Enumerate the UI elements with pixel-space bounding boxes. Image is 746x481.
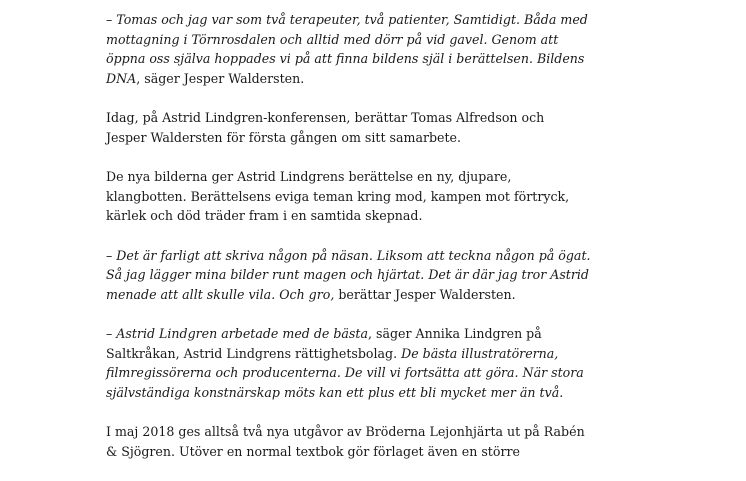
italic-text: De bästa illustratörerna, xyxy=(401,345,559,361)
italic-text: öppna oss själva hoppades vi på att finna bildens själ i berättelsen. Bildens xyxy=(106,51,585,66)
text-line xyxy=(106,128,726,148)
text-line xyxy=(106,10,726,30)
text-line xyxy=(106,363,726,383)
paragraph xyxy=(106,10,726,88)
text: kärlek och död träder fram i en samtida skepnad. xyxy=(106,208,423,223)
italic-text: – Astrid Lindgren arbetade med de bästa xyxy=(106,326,368,341)
text-line xyxy=(106,206,726,226)
italic-text: – Tomas och jag var som två terapeuter, två patienter, Samtidigt. Båda med xyxy=(106,12,588,27)
document-page xyxy=(106,10,726,481)
text: Idag, på Astrid Lindgren-konferensen, berättar Tomas Alfredson och xyxy=(106,110,545,125)
text: Jesper Waldersten för första gången om sitt samarbete. xyxy=(106,129,462,145)
text: & Sjögren. Utöver en normal textbok gör förlaget även en större xyxy=(106,443,520,459)
text: De nya bilderna ger Astrid Lindgrens berättelse en ny, djupare, xyxy=(106,169,512,184)
text: , säger Annika Lindgren på xyxy=(367,326,542,341)
text-line xyxy=(106,442,726,462)
italic-text: mottagning i Törnrosdalen och alltid med dörr på vid gavel. Genom att xyxy=(106,31,559,47)
text: . xyxy=(559,384,564,400)
text-line xyxy=(106,344,726,364)
text-line xyxy=(106,246,726,266)
text-line xyxy=(106,187,726,207)
text-line xyxy=(106,167,726,187)
text-line xyxy=(106,30,726,50)
text-line xyxy=(106,265,726,285)
italic-text: menade att allt skulle vila. Och gro, xyxy=(106,286,335,302)
text: klangbotten. Berättelsens eviga teman kring mod, kampen mot förtryck, xyxy=(106,188,570,204)
italic-text: – Det är farligt att skriva någon på näsan. Liksom att teckna någon på ögat. xyxy=(106,247,591,263)
text-line xyxy=(106,49,726,69)
paragraph xyxy=(106,246,726,305)
italic-text: filmregissörerna och producenterna. De vill vi fortsätta att göra. När stora xyxy=(106,365,584,380)
paragraph xyxy=(106,324,726,402)
text-line xyxy=(106,108,726,128)
italic-text: självständiga konstnärskap möts kan ett plus ett bli mycket mer än två xyxy=(106,384,560,400)
text-line xyxy=(106,383,726,403)
paragraph xyxy=(106,167,726,226)
text-line xyxy=(106,69,726,89)
text-line xyxy=(106,324,726,344)
text-line xyxy=(106,285,726,305)
text: I maj 2018 ges alltså två nya utgåvor av Bröderna Lejonhjärta ut på Rabén xyxy=(106,424,585,439)
italic-text: DNA xyxy=(106,70,137,86)
italic-text: Så jag lägger mina bilder runt magen och hjärtat. Det är där jag tror Astrid xyxy=(106,267,589,282)
text: , säger Jesper Waldersten. xyxy=(136,70,305,86)
paragraph xyxy=(106,422,726,461)
text: berättar Jesper Waldersten. xyxy=(334,286,516,302)
text: Saltkråkan, Astrid Lindgrens rättighetsbolag. xyxy=(106,345,402,361)
paragraph xyxy=(106,108,726,147)
text-line xyxy=(106,422,726,442)
